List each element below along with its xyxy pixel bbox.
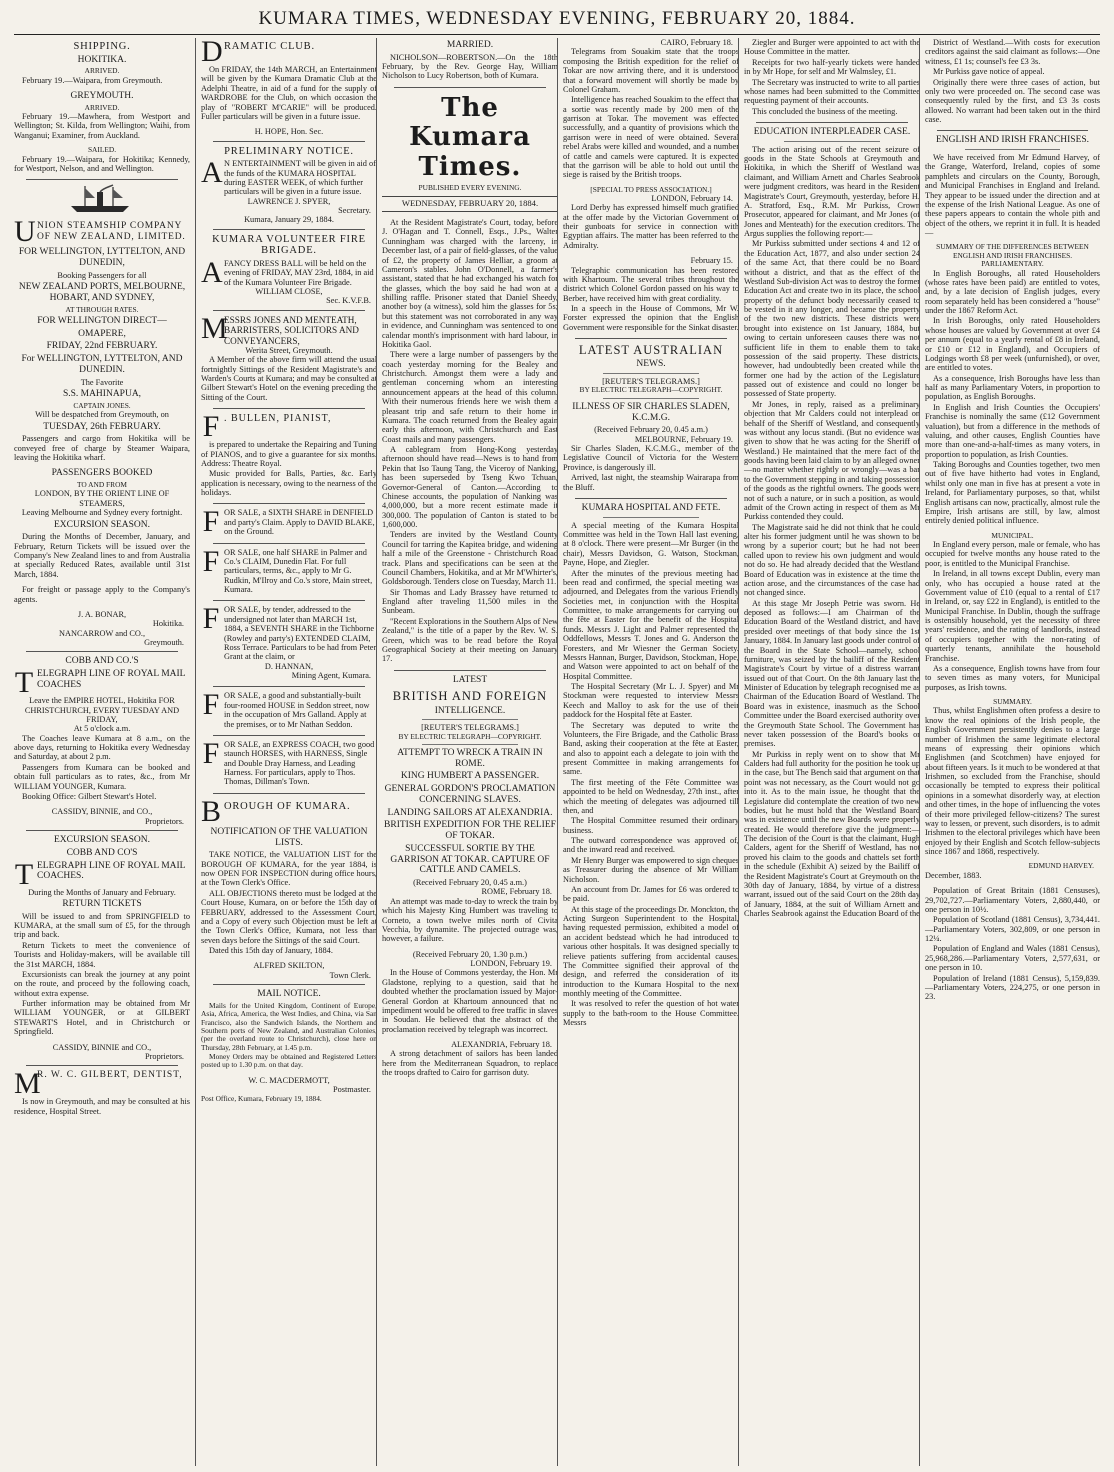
excursion-2-cobb: COBB AND CO'S xyxy=(66,847,138,858)
jones-street: Werita Street, Greymouth. xyxy=(245,345,333,355)
cairo-text: Telegrams from Souakim state that the troops composing the British expedition for the relief of Tokar are now arriving there, and it is understood that a forward movement will shortly be made by Colonel Graham. xyxy=(563,47,739,94)
agent-1-place: Hokitika. xyxy=(152,619,184,629)
divider xyxy=(603,517,699,518)
excursion-2-title: EXCURSION SEASON. xyxy=(53,835,151,846)
column-1 xyxy=(14,38,190,1466)
paper-title: The Kumara Times. xyxy=(409,92,531,182)
arrived-text: Arrived, last night, the steamship Wairarapa from the Bluff. xyxy=(563,473,739,492)
divider xyxy=(26,651,178,652)
divider xyxy=(213,229,365,230)
headline-2: KING HUMBERT A PASSENGER. xyxy=(400,771,540,782)
excursion-2-return: RETURN TICKETS xyxy=(62,898,142,909)
received-1: (Received February 20, 0.45 a.m.) xyxy=(413,878,527,888)
union-favorite: The Favorite xyxy=(80,377,124,387)
franchise-text-2: In English Boroughs, all rated Householders (whose rates have been paid) are entitled to votes, and, by a late decision of English judges, every room separately held has been considered a "house" under the 1867 Reform Act. xyxy=(925,268,1100,316)
bullen-text: is prepared to undertake the Repairing and Tuning of PIANOS, and to give a guarantee for six months. Address: Theatre Royal. xyxy=(201,440,377,468)
sale-1-dropcap: F xyxy=(202,505,220,539)
union-title: NION STEAMSHIP COMPANY OF NEW ZEALAND, LIMITED. xyxy=(37,221,186,242)
prelim-sign: LAWRENCE J. SPYER, xyxy=(247,196,331,206)
received-label: (Received February 20, 0.45 a.m.) xyxy=(594,425,708,435)
headline-4: LANDING SAILORS AT ALEXANDRIA. xyxy=(387,807,553,818)
divider xyxy=(422,719,518,720)
divider xyxy=(213,408,365,409)
union-cargo: Passengers and cargo from Hokitika will be conveyed free of charge by Steamer Waipara, leaving the Hokitika wharf. xyxy=(14,434,190,463)
divider xyxy=(394,670,546,671)
news-label: NEWS. xyxy=(636,359,666,370)
greymouth-sailed: SAILED. xyxy=(87,145,117,155)
jones-title: ESSRS JONES AND MENTEATH, BARRISTERS, SOLICITORS AND CONVEYANCERS, xyxy=(224,314,359,346)
hospital-headline: KUMARA HOSPITAL AND FETE. xyxy=(581,502,721,513)
excursion-2-line: ELEGRAPH LINE OF ROYAL MAIL COACHES. xyxy=(37,860,186,882)
franchise-text-1: We have received from Mr Edmund Harvey, of the Grange, Waterford, Ireland, copies of some pamphlets and circulars on the County, Borough, and Municipal Franchises in England and Ireland. They appear to be issued under the direction and at the expense of the Irish National League. As one of these papers appears to contain the whole pith and object of the others, we reprint it in full. It is headed— xyxy=(925,153,1100,238)
union-for-3: For WELLINGTON, LYTTELTON, AND DUNEDIN. xyxy=(21,354,183,375)
gilbert-dropcap: M xyxy=(14,1067,41,1101)
london-14-dateline: LONDON, February 14. xyxy=(651,193,733,203)
hospital-text-10: At this stage of the proceedings Dr. Monckton, the Acting Surgeon Superintendent to the Hospital, having requested permission, exhibited a model of an accident bedstead which he had introduced to various other hospitals. It was designed specially to relieve patients suffering from accidental causes. The Committee signified their approval of the design, and referred the consideration of its introduction to the Kumara Hospital to the next monthly meeting of the Committee. xyxy=(563,904,739,999)
booked-leaving: Leaving Melbourne and Sydney every fortnight. xyxy=(21,508,183,518)
sale-1-text: OR SALE, a SIXTH SHARE in DENFIELD and party's Claim. Apply to DAVID BLAKE, on the Ground. xyxy=(224,508,375,537)
sale-5-text: OR SALE, an EXPRESS COACH, two good staunch HORSES, with HARNESS, Single and Double Dray Harness, and Leading Harness. For particulars, apply to Thos. Thomas, Dillman's Town. xyxy=(224,739,375,787)
feb-15-dateline: February 15. xyxy=(690,256,733,266)
excursion-2-dropcap: T xyxy=(14,857,34,891)
excursion-2-text-4: Further information may be obtained from Mr WILLIAM YOUNGER, or at GILBERT STEWART'S Hotel, and in Christchurch or Springfield. xyxy=(14,999,190,1037)
shipping-title: SHIPPING. xyxy=(73,41,131,52)
cobb-title: COBB AND CO.'S xyxy=(65,656,139,667)
divider xyxy=(603,398,699,399)
hospital-text-3: The Hospital Secretary (Mr L. J. Spyer) and Mr Stockman were requested to interview Messrs Keech and Malloy to ask for the use of their paddock for the Hospital fête at Easter. xyxy=(563,682,739,720)
coach-text: There were a large number of passengers by the coach yesterday morning for the Bealey and Christchurch. Amongst them were a lady and gentleman concerning whom an interesting announcement appears at the head of this column. With their numerous friends here we wish them a pleasant trip and safe return to their home in Kumara. The coach returned from the Bealey again early this afternoon, with Christchurch and East Coast mails and many passengers. xyxy=(382,350,558,444)
fire-sign: WILLIAM CLOSE, xyxy=(255,287,323,297)
hokitika-arrived: ARRIVED. xyxy=(84,66,120,76)
sladen-headline: ILLNESS OF SIR CHARLES SLADEN, K.C.M.G. xyxy=(572,401,730,423)
fire-dropcap: A xyxy=(201,255,223,289)
prelim-dropcap: A xyxy=(201,156,223,190)
municipal-label: MUNICIPAL. xyxy=(991,530,1034,540)
union-for-2: FOR WELLINGTON DIRECT— xyxy=(37,316,167,327)
franchise-text-4: As a consequence, Irish Boroughs have less than half as many Parliamentary Voters, in proportion to population, as English Boroughs. xyxy=(925,373,1100,402)
dramatic-sign: H. HOPE, Hon. Sec. xyxy=(254,127,324,137)
education-text-6: Mr Purkiss in reply went on to show that Mr Calders had full authority for the position he took up in the case, but The Bench said that argument on that point was not necessary, as the Court would not go into it. As to the main issue, he thought that the Legislature did contemplate the creation of two new bodies, but he must hold that the Westland Board was in existence until the new Boards were properly created. He would therefore give the judgment:—The decision of the Court is that the claimant, Hugh Calders, agent for the Sheriff of Westland, has not proved his claim to the goods and chattels set forth in the schedule (Exhibit A) seized by the Bailiff of the Resident Magistrate's Court at Greymouth on the 30th day of January, 1884, by virtue of a distress warrant, issued out of the said Court on the 28th day of January, 1884, at the suit of William Arnett and Charles Seabrook against the Education Board of the xyxy=(744,749,920,919)
greymouth-title: GREYMOUTH. xyxy=(70,91,134,102)
divider xyxy=(575,338,727,339)
reuter-label: [REUTER'S TELEGRAMS.] xyxy=(421,723,519,733)
divider xyxy=(213,686,365,687)
receipts-text: Receipts for two half-yearly tickets were handed in by Mr Hope, for self and Mr Walmsley, £1. xyxy=(744,57,920,77)
union-rates: AT THROUGH RATES. xyxy=(65,304,139,314)
fire-title: KUMARA VOLUNTEER FIRE BRIGADE. xyxy=(212,233,366,257)
borough-sign: ALFRED SKILTON, xyxy=(253,961,325,971)
latest-australian-title: LATEST AUSTRALIAN xyxy=(578,343,724,358)
hospital-text-1: A special meeting of the Kumara Hospital Committee was held in the Town Hall last evening, at 8 o'clock. There were present—Mr Burger (in the chair), Messrs Davidson, G. Watson, Stockman, Payne, Hope, and Ziegler. xyxy=(563,520,739,568)
cobb-text-2: Passengers from Kumara can be booked and obtain full particulars as to rates, &c., from Mr WILLIAM YOUNGER, Kumara. xyxy=(14,762,190,791)
jones-text: A Member of the above firm will attend the usual fortnightly Sittings of the Resident Magistrate's and Warden's Courts at Kumara; and may be consulted at Gilbert Stewart's Hotel on the evening preceding the Sitting of the Court. xyxy=(201,355,377,402)
agent-1: J. A. BONAR, xyxy=(77,609,127,619)
franchise-text-6: Taking Boroughs and Counties together, two men out of five have hitherto had votes in England, whilst only one man in five has at present a vote in Ireland, for Parliamentary purposes, so that, whilst English artisans can now, practically, almost rule the Empire, Irish artisans are still, by law, almost entirely denied political influence. xyxy=(925,460,1100,526)
dateline: WEDNESDAY, FEBRUARY 20, 1884. xyxy=(382,196,558,212)
booked-sub: TO AND FROM xyxy=(77,480,127,490)
union-friday: FRIDAY, 22nd FEBRUARY. xyxy=(46,341,158,352)
prelim-title: PRELIMINARY NOTICE. xyxy=(224,145,354,157)
forster-text: In a speech in the House of Commons, Mr W. Forster expressed the opinion that the English Government were responsible for the Sinkat disaster. xyxy=(563,304,739,332)
divider xyxy=(213,310,365,311)
cobb-proprietors: CASSIDY, BINNIE, and CO., xyxy=(51,807,153,817)
excursion-2-text-2: Return Tickets to meet the convenience of Tourists and Holiday-makers, will be available till the 31st MARCH, 1884. xyxy=(14,940,190,969)
column-3 xyxy=(376,38,558,1466)
column-6 xyxy=(919,38,1100,1466)
hospital-text-7: The outward correspondence was approved of, and the inward read and received. xyxy=(563,836,739,855)
divider xyxy=(603,373,699,374)
sladen-text: Sir Charles Sladen, K.C.M.G., member of the Legislative Council of Victoria for the Western Province, is dangerously ill. xyxy=(563,444,739,472)
excursion-text: During the Months of December, January, and February, Return Tickets will be issued over the Company's New Zealand lines to and from Australia at specially Reduced Rates, available until 31st March, 1884. xyxy=(14,532,190,579)
sale-4-text: OR SALE, a good and substantially-built four-roomed HOUSE in Seddon street, now in the occupation of Mrs Galland. Apply at the premises, or to Mr Nathan Seddon. xyxy=(224,691,370,729)
masthead: KUMARA TIMES, WEDNESDAY EVENING, FEBRUARY 20, 1884. xyxy=(14,4,1100,35)
ziegler-text: Ziegler and Burger were appointed to act with the House Committee in the matter. xyxy=(744,38,920,57)
london-text: In the House of Commons yesterday, the Hon. Mr Gladstone, replying to a question, said that he doubted whether the proclamation issued by Major-General Gordon at Khartoum announced that no impediment would be offered to free traffic in slaves in Soudan. He believed that the abstract of the proclamation received by telegraph was incorrect. xyxy=(382,968,558,1034)
married-title: MARRIED. xyxy=(446,40,494,50)
hospital-text-8: Mr Henry Burger was empowered to sign cheques as Treasurer during the absence of Mr William Nicholson. xyxy=(563,855,739,884)
booked-title: PASSENGERS BOOKED xyxy=(51,468,153,479)
franchise-text-10: Thus, whilst Englishmen often profess a desire to know the real opinions of the Irish people, the English Government persistently denies to a large number of Irishmen the same legitimate electoral means of expressing their opinions which Englishmen (and Scotchmen) have enjoyed for about fifteen years. Is it much to be wondered at that Irishmen, so excluded from the Franchise, should occasionally be tempted to express their political opinions in a somewhat disorderly way, at election and other times, in the hope of influencing the votes of their more privileged fellow-citizens? The surest way to lessen, or prevent, such disorders, is to admit Irishmen to the electoral privileges which have been enjoyed by their English and Scotch fellow-subjects since 1867 and 1868, respectively. xyxy=(925,706,1100,857)
excursion-2-prop-label: Proprietors. xyxy=(145,1051,184,1061)
alps-text: "Recent Explorations in the Southern Alps of New Zealand," is the title of a paper by the Rev. W. S. Green, which was to be read before the Royal Geographical Society at their meeting on January 17. xyxy=(382,616,558,664)
franchise-text-3: In Irish Boroughs, only rated Householders whose houses are valued by Government at over £4 per annum (equal to a yearly rental of £8 in Ireland, or £10 or £12 in England), and Occupiers of Lodgings worth £8 per week (unfurnished), or over, are entitled to votes. xyxy=(925,316,1100,373)
rome-text: An attempt was made to-day to wreck the train by which his Majesty King Humbert was traveling to Corneto, a town twelve miles north of Civita Vecchia, by dynamite. The projected outrage was, however, a failure. xyxy=(382,896,558,944)
divider xyxy=(784,141,880,142)
divider xyxy=(213,735,365,736)
divider xyxy=(394,87,546,88)
borough-title: OROUGH OF KUMARA. xyxy=(224,800,351,812)
prelim-role: Secretary. xyxy=(338,206,371,216)
franchise-headline: ENGLISH AND IRISH FRANCHISES. xyxy=(935,135,1090,146)
column-4 xyxy=(557,38,739,1466)
borough-dropcap: B xyxy=(201,794,222,828)
population-3: Population of England and Wales (1881 Census), 25,968,286.—Parliamentary Voters, 2,577,631, or one person in 10. xyxy=(925,944,1100,973)
hospital-text-2: After the minutes of the previous meeting had been read and confirmed, the special meeting was adjourned, and Delegates from the various Friendly Societies met, in conjunction with the Hospital Committee, to make arrangements for carrying out the fête at Easter for the benefit of the Hospital funds. Messrs J. Light and Palmer represented the Oddfellows, Messrs T. Jones and G. Anderson the Foresters, and Mr Wiesner the German Society. Messrs Hannan, Burger, Davidson, Stockman, Hope, and Watson were appointed to act on behalf of the Hospital Committee. xyxy=(563,568,739,681)
education-text-5: At this stage Mr Joseph Petrie was sworn. He deposed as follows:—I am Chairman of the Education Board of the Westland district, and have presided over meetings of that body since the 1st January, 1884. In January last goods under control of the Board in the State School—namely, school furniture, was seized by the bailiff of the Resident Magistrate's Court by virtue of a distress warrant issued out of that Court. On the 8th January last the Minister of Education by telegraph recognised me as Chairman of the Education Board of Westland. The Board was in existence, inasmuch as the School Committee under the Board exercised authority over the Greymouth State School. The Government has never taken possession of the Board's books or premises. xyxy=(744,598,920,749)
cobb-prop-label: Proprietors. xyxy=(145,816,184,826)
hospital-text-5: The first meeting of the Fête Committee was appointed to be held on Wednesday, 27th inst., after which the meeting of delegates was adjourned till then, and xyxy=(563,777,739,815)
cable-text: A cablegram from Hong-Kong yesterday afternoon should have read—News is to hand from Pekin that Iso Taung Tang, the Viceroy of Nanking, has been superseded by Tseng Kwo Tchuan, Governor-General of Canton.—According to Chinese accounts, the population of Nanking was 4,000,000, but a more recent estimate made it 300,000. The population of Canton is stated to be 1,600,000. xyxy=(382,445,558,530)
signature-date: December, 1883. xyxy=(925,870,982,880)
mail-role: Postmaster. xyxy=(332,1085,371,1095)
mail-date: Post Office, Kumara, February 19, 1884. xyxy=(201,1093,322,1103)
prelim-date: Kumara, January 29, 1884. xyxy=(244,215,334,225)
greymouth-arrived-text: February 19.—Mawhera, from Westport and Wellington; St. Kilda, from Wellington; Waihi, from Wanganui; Examiner, from Auckland. xyxy=(14,112,190,140)
divider xyxy=(965,149,1060,150)
education-headline: EDUCATION INTERPLEADER CASE. xyxy=(753,127,911,137)
hospital-text-9: An account from Dr. James for £6 was ordered to be paid. xyxy=(563,884,739,904)
divider xyxy=(213,984,365,985)
greymouth-arrived: ARRIVED. xyxy=(84,102,120,112)
secretary-text: The Secretary was instructed to write to all parties whose names had been submitted to the Committee requesting payment of their accounts. xyxy=(744,77,920,106)
borough-text: TAKE NOTICE, the VALUATION LIST for the BOROUGH OF KUMARA, for the year 1884, is now OPEN FOR INSPECTION during office hours, at the Town Clerk's Office. xyxy=(201,850,377,888)
divider xyxy=(213,141,365,142)
rome-dateline: ROME, February 18. xyxy=(481,887,552,897)
headline-6: SUCCESSFUL SORTIE BY THE GARRISON AT TOKAR. CAPTURE OF CATTLE AND CAMELS. xyxy=(390,843,550,876)
borough-text-2: ALL OBJECTIONS thereto must be lodged at the Court House, Kumara, on or before the 15th day of FEBRUARY, addressed to the Assessment Court, and a Copy of every such Objection must be left at the Town Clerk's Office, Kumara, not less than seven days before the Sittings of the said Court. xyxy=(201,888,377,945)
greymouth-sailed-text: February 19.—Waipara, for Hokitika; Kennedy, for Westport, Nelson, and and Wellington. xyxy=(14,154,190,173)
intelligence-label: INTELLIGENCE. xyxy=(434,705,506,716)
westland-text: District of Westland.—With costs for execution creditors against the said claimant as follows:—One witness, £1 1s; counsel's fee £3 3s. xyxy=(925,38,1100,66)
court-text: At the Resident Magistrate's Court, today, before J. O'Hagan and T. Connell, Esqs., J.Ps., Walter Cunningham was charged with the larceny, in December last, of a pair of field-glasses, of the value of £2, the property of James Helliar, a groom at Cameron's stables. John O'Donnell, a farmer's assistant, stated that he had exchanged his watch for the glasses, which the boy said he had won at a shilling raffle. Prisoner stated that Daniel Sheedy, another boy (a witness), sold him the glasses for 5s; but this statement was not corroborated in any way in evidence, and Cunningham was sentenced to one calendar month's imprisonment with hard labour, in Hokitika Gaol. xyxy=(382,218,558,349)
parliamentary-label: PARLIAMENTARY. xyxy=(981,259,1044,269)
mail-title: MAIL NOTICE. xyxy=(257,989,321,1000)
bullen-dropcap: F xyxy=(202,410,220,444)
divider xyxy=(26,1065,178,1066)
excursion-2-during: During the Months of January and February. xyxy=(28,887,176,897)
excursion-2-text-3: Excursionists can break the journey at any point on the route, and proceed by the following coach, without extra expense. xyxy=(14,969,190,998)
bullen-title: . BULLEN, PIANIST, xyxy=(224,413,332,425)
cases-text: Originally there were three cases of action, but only two were proceeded on. The second case was consequently ruled by the first, and £3 3s costs allowed. No warrant had been taken out in the third case. xyxy=(925,77,1100,124)
sale-4-dropcap: F xyxy=(202,688,220,722)
intel-text: Intelligence has reached Souakim to the effect that a sortie was recently made by 200 men of the garrison at Tokar. The movement was effected successfully, and a quantity of provisions which the garrison were in need of were obtained. Several rebel Arabs were killed and wounded, and a number of cattle and camels were captured. It is expected that the garrison will be able to hold out until the siege is raised by the British troops. xyxy=(563,95,739,180)
divider xyxy=(26,179,178,180)
divider xyxy=(213,793,365,794)
jones-dropcap: M xyxy=(201,311,228,345)
hokitika-text: February 19.—Waipara, from Greymouth. xyxy=(22,75,163,85)
sale-3-role: Mining Agent, Kumara. xyxy=(291,671,371,681)
education-text-3: Mr Jones, in reply, raised as a preliminary objection that Mr Calders could not interplead on behalf of the Sheriff of Westland, and consequently was without any locus standi. (But no evidence was given to show that he was acting for the Sheriff of Westland.) He maintained that the mere fact of the goods having been laid claim to by an alleged owner—no matter whether rightly or wrongly—was a bar to the Government stepping in and taking possession of the goods as the rightful owners. The goods were not of such a nature, or in such a position, as would admit of the Crown acting in respect of them as Mr Purkiss contended they could. xyxy=(744,399,920,522)
cobb-text-1: The Coaches leave Kumara at 8 a.m., on the above days, returning to Hokitika every Wednesday and Saturday, at about 2 p.m. xyxy=(14,733,190,762)
signature: EDMUND HARVEY. xyxy=(1028,861,1094,871)
union-captain: CAPTAIN JONES. xyxy=(73,400,131,410)
freight-text: For freight or passage apply to the Company's agents. xyxy=(14,585,190,604)
population-4: Population of Ireland (1881 Census), 5,159,839.—Parliamentary Voters, 224,275, or one person in 23. xyxy=(925,973,1100,1002)
cobb-office: Booking Office: Gilbert Stewart's Hotel. xyxy=(22,791,157,801)
latest-label: LATEST xyxy=(452,674,488,685)
union-for-1: FOR WELLINGTON, LYTTELTON, AND DUNEDIN, xyxy=(18,247,186,269)
headline-3: GENERAL GORDON'S PROCLAMATION CONCERNING SLAVES. xyxy=(384,784,556,805)
divider xyxy=(213,543,365,544)
borough-date: Dated this 15th day of January, 1884. xyxy=(209,946,333,956)
reuter-label: [REUTER'S TELEGRAMS.] xyxy=(602,377,700,387)
tender-text: Tenders are invited by the Westland County Council for tarring the Kapitea bridge, and widening half a mile of the Greenstone - Christchurch Road track. Plans and specifications can be seen at the Council Chambers, Hokitika, and at Mr M'Whirter's, Goldsborough. Tenders close on Tuesday, March 11. xyxy=(382,530,558,587)
borough-sub: NOTIFICATION OF THE VALUATION LISTS. xyxy=(210,826,368,848)
prelim-text: N ENTERTAINMENT will be given in aid of the funds of the KUMARA HOSPITAL during EASTER WEEK, of which further particulars will be given in a future issue. xyxy=(224,159,376,197)
sale-2-text: OR SALE, one half SHARE in Palmer and Co.'s CLAIM, Dunedin Flat. For full particulars, terms, &c., apply to Mr G. Rudkin, M'Ilroy and Co.'s store, Main street, Kumara. xyxy=(224,547,373,595)
fire-role: Sec. K.V.F.B. xyxy=(326,296,371,306)
sale-3-sign: D. HANNAN, xyxy=(264,661,314,671)
cairo-dateline: CAIRO, February 18. xyxy=(660,38,733,47)
cobb-time: At 5 o'clock a.m. xyxy=(73,724,131,734)
sale-3-text: OR SALE, by tender, addressed to the undersigned not later than MARCH 1st, 1884, a SEVENTH SHARE in the Tichborne (Rowley and party's) EXTENDED CLAIM, Ross Terrace. Particulars to be had from Peter Grant at the claim, or xyxy=(224,605,377,662)
booked-text: LONDON, BY THE ORIENT LINE OF STEAMERS, xyxy=(34,489,170,508)
agent-2-place: Greymouth. xyxy=(144,638,184,648)
married-text: NICHOLSON—ROBERTSON.—On the 18th February, by the Rev. George Hay, William Nicholson to Lucy Robertson, both of Kumara. xyxy=(382,52,558,81)
concluded-text: This concluded the business of the meeting. xyxy=(752,106,898,116)
derby-text: Lord Derby has expressed himself much gratified at the offer made by the Victorian Government of their gunboats for service in connection with Egyptian affairs. The matter has been referred to the Admiralty. xyxy=(563,203,739,250)
cobb-dropcap: T xyxy=(14,666,34,700)
hospital-text-4: The Secretary was deputed to write the Volunteers, the Fire Brigade, and the Catholic Brass Band, asking their cooperation at the fête at Easter, and also to appoint each a delegate to join with the present Committee in making arrangements for same. xyxy=(563,720,739,777)
excursion-2-proprietors: CASSIDY, BINNIE and CO., xyxy=(52,1042,152,1052)
appeal-text: Mr Purkiss gave notice of appeal. xyxy=(933,67,1045,77)
received-2: (Received February 20, 1.30 p.m.) xyxy=(412,949,528,959)
summary-headline: SUMMARY OF THE DIFFERENCES BETWEEN ENGLISH AND IRISH FRANCHISES. xyxy=(936,242,1089,260)
franchise-text-9: As a consequence, English towns have from four to seven times as many voters, for Municipal purposes, as Irish towns. xyxy=(925,663,1100,692)
published-note: PUBLISHED EVERY EVENING. xyxy=(418,182,522,192)
divider xyxy=(422,744,518,745)
bullen-text-2: Music provided for Balls, Parties, &c. Early application is necessary, owing to the nearness of the holidays. xyxy=(201,469,377,498)
sale-3-dropcap: F xyxy=(202,602,220,636)
cobb-leave: Leave the EMPIRE HOTEL, Hokitika FOR CHRISTCHURCH, EVERY TUESDAY AND FRIDAY, xyxy=(24,696,180,724)
mail-text: Mails for the United Kingdom, Continent of Europe, Asia, Africa, America, the West Indies, and China, via San Francisco, also the Sandwich Islands, the Northern and Southern ports of New Zealand, and Australian Colonies, (per the overland route to Christchurch), close here on Thursday, 28th February, at 1.45 p.m. xyxy=(201,1000,377,1052)
hokitika-title: HOKITIKA. xyxy=(77,54,127,65)
union-omapere: OMAPERE, xyxy=(78,328,126,339)
special-label: [SPECIAL TO PRESS ASSOCIATION.] xyxy=(590,184,712,194)
headline-5: BRITISH EXPEDITION FOR THE RELIEF OF TOKAR. xyxy=(384,820,556,842)
union-despatched: Will be despatched from Greymouth, on xyxy=(35,410,169,420)
union-ports: NEW ZEALAND PORTS, MELBOURNE, HOBART, AND SYDNEY, xyxy=(18,282,186,303)
borough-role: Town Clerk. xyxy=(329,970,371,980)
agent-2: NANCARROW and CO., xyxy=(58,628,146,638)
divider xyxy=(937,130,1088,131)
summary-label: SUMMARY. xyxy=(993,697,1032,707)
dramatic-title: RAMATIC CLUB. xyxy=(224,41,315,52)
dramatic-dropcap: D xyxy=(201,38,223,68)
newspaper-columns xyxy=(14,38,1100,1466)
gilbert-text: Is now in Greymouth, and may be consulted at his residence, Hospital Street. xyxy=(14,1097,190,1116)
education-text-4: The Magistrate said he did not think that he could alter his former judgment until he was shown to be wrong by a superior court; but he had not been called upon to review his own judgment and would not do so. He had already decided that the Westland Board of Education was in existence at the time the action arose, and the circumstances of the case had not changed since. xyxy=(744,522,920,598)
union-ship: S.S. MAHINAPUA, xyxy=(62,389,142,400)
copyright-label: BY ELECTRIC TELEGRAPH—COPYRIGHT. xyxy=(579,385,723,395)
sale-5-dropcap: F xyxy=(202,736,220,770)
alexandria-dateline: ALEXANDRIA, February 18. xyxy=(451,1040,552,1050)
union-dropcap: U xyxy=(14,215,36,249)
melbourne-dateline: MELBOURNE, February 19. xyxy=(634,434,733,444)
population-1: Population of Great Britain (1881 Censuses), 29,702,727.—Parliamentary Voters, 2,880,440, or one person in 10½. xyxy=(925,886,1100,914)
sale-2-dropcap: F xyxy=(202,544,220,578)
cobb-line: ELEGRAPH LINE OF ROYAL MAIL COACHES xyxy=(37,669,186,690)
divider xyxy=(213,600,365,601)
education-text-1: The action arising out of the recent seizure of goods in the State Schools at Greymouth and Hokitika, in which the Sheriff of Westland was claimant, and William Arnett and Charles Seabrook were judgment creditors, was heard in the Resident Magistrate's Court, Greymouth, yesterday, before H. A. Stratford, Esq., R.M. Mr Purkiss, Crown Prosecutor, appeared for claimant, and Mr Jones (of Jones and Menteath) for the execution creditors. The Argus supplies the following report:— xyxy=(744,144,920,239)
dramatic-text: On FRIDAY, the 14th MARCH, an Entertainment will be given by the Kumara Dramatic Club at the Adelphi Theatre, in aid of a fund for the supply of WARDROBE for the Club, on which occasion the play of "ROBERT M'CARIE" will be produced. Fuller particulars will be given in a future issue. xyxy=(201,65,377,121)
steamship-icon xyxy=(67,184,137,214)
london-dateline: LONDON, February 19. xyxy=(470,959,552,969)
divider xyxy=(756,122,908,123)
hospital-text-11: It was resolved to refer the question of hot water supply to the bath-room to the House Committee. Messrs xyxy=(563,999,739,1028)
divider xyxy=(213,503,365,504)
union-tuesday: TUESDAY, 26th FEBRUARY. xyxy=(43,421,161,432)
franchise-text-7: In England every person, male or female, who has occupied for twelve months any house rated to the poor, is entitled to the Municipal Franchise. xyxy=(925,540,1100,568)
education-text-2: Mr Purkiss submitted under sections 4 and 12 of the Education Act, 1877, and also under section 24 of the same Act, that there could be no Board without a district, and that as the effect of the Westland Sub-division Act was to destroy the former Education Act and create two in its place, the school property of the defunct body necessarily ceased to be vested in it any longer, and became the property of the two new districts. These districts were brought into existence on 1st January, 1884, but owing to certain unforeseen causes there was not sufficient life in them to enable them to take possession of the said property. These districts, however, had undoubtedly been created while the former one had by the action of the Legislature passed out of existence and could no longer be possessed of State property. xyxy=(744,239,920,399)
excursion-2-text: Will be issued to and from SPRINGFIELD to KUMARA, at the small sum of £5, for the through trip and back. xyxy=(14,911,190,940)
franchise-text-8: In Ireland, in all towns except Dublin, every man only, who has occupied a house rated at the Government value of £10 (equal to a rental of £17 in Ireland, or, say £22 in England), is entitled to the Municipal Franchise. In Dublin, though the suffrage is ostensibly household, yet the necessity of three years' residence, and the rating of landlords, instead of occupiers together with the non-rating of quarterly tenants, annihilate the household Franchise. xyxy=(925,569,1100,663)
union-booking: Booking Passengers for all xyxy=(57,270,147,280)
khartoum-text: Telegraphic communication has been restored with Khartoum. The several tribes throughout the district which Colonel Gordon passed on his way to Berber, have received him with great cordiality. xyxy=(563,265,739,303)
column-5 xyxy=(738,38,920,1466)
population-2: Population of Scotland (1881 Census), 3,734,441.—Parliamentary Voters, 302,809, or one person in 12¼. xyxy=(925,915,1100,944)
column-2 xyxy=(195,38,377,1466)
gilbert-name: R. W. C. GILBERT, DENTIST, xyxy=(37,1070,183,1081)
fire-text: FANCY DRESS BALL will be held on the evening of FRIDAY, MAY 23rd, 1884, in aid of the Kumara Volunteer Fire Brigade. xyxy=(224,258,374,287)
franchise-text-5: In English and Irish Counties the Occupiers' Franchise is nominally the same (£12 Government valuation), but from a difference in the methods of valuing, and other causes, English Counties have more than one-and-a-half-times as many voters, in proportion to population, as Irish Counties. xyxy=(925,402,1100,459)
mail-sign: W. C. MACDERMOTT, xyxy=(248,1075,330,1085)
brassey-text: Sir Thomas and Lady Brassey have returned to England after traveling 11,500 miles in the Sunbeam. xyxy=(382,587,558,616)
hospital-text-6: The Hospital Committee resumed their ordinary business. xyxy=(563,816,739,835)
headline-1: ATTEMPT TO WRECK A TRAIN IN ROME. xyxy=(397,748,543,769)
british-foreign-title: BRITISH AND FOREIGN xyxy=(392,689,548,704)
excursion-title: EXCURSION SEASON. xyxy=(53,519,151,530)
mail-text-2: Money Orders may be obtained and Registered Letters posted up to 1.30 p.m. on that day. xyxy=(201,1052,377,1070)
divider xyxy=(575,498,727,499)
copyright-label: BY ELECTRIC TELEGRAPH—COPYRIGHT. xyxy=(398,731,542,741)
alexandria-text: A strong detachment of sailors has been landed here from the Mediterranean Squadron, to replace the troops drafted to Cairo for garrison duty. xyxy=(382,1049,558,1078)
divider xyxy=(26,830,178,831)
